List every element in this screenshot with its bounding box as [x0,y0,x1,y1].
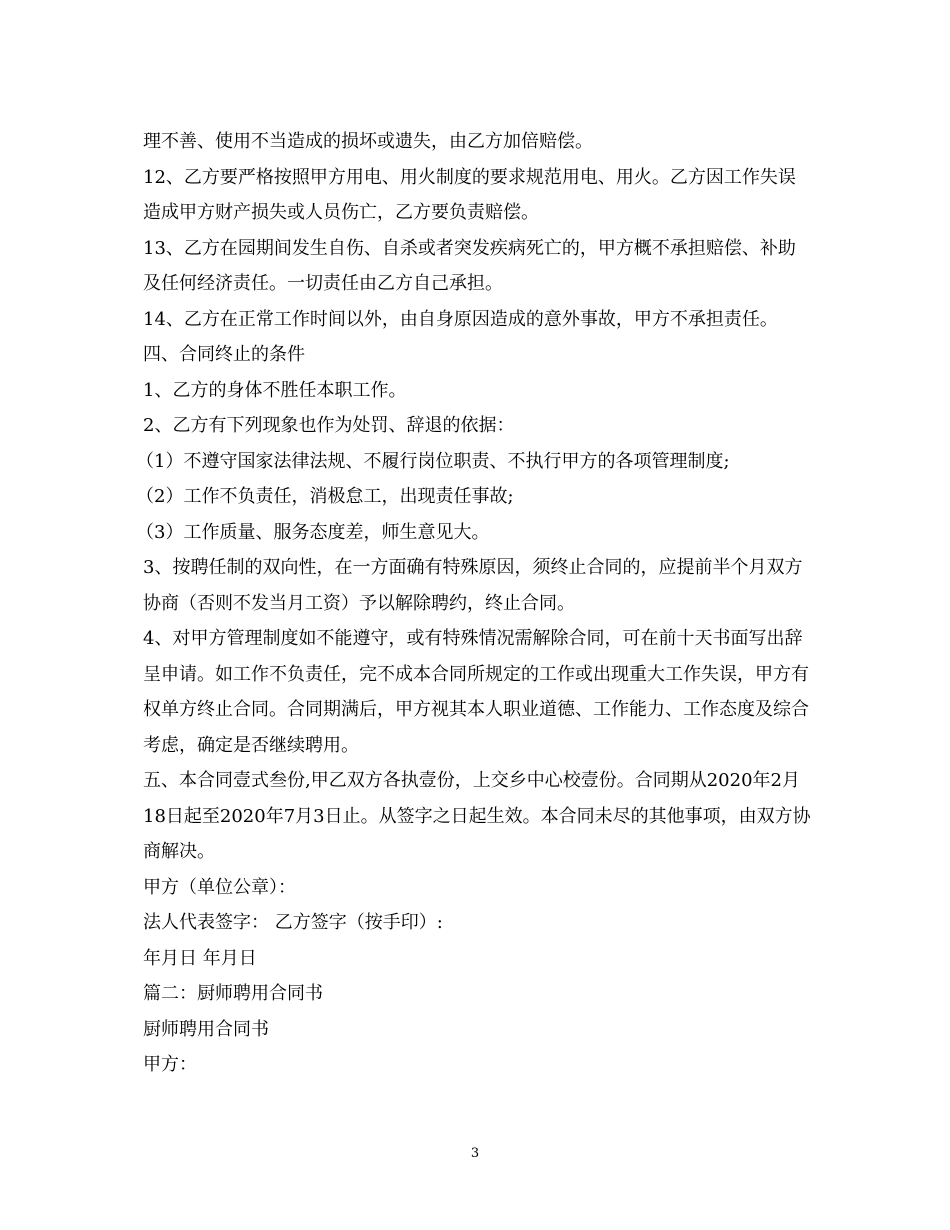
termination-subitem-2: （2）工作不负责任，消极怠工，出现责任事故; [136,486,514,507]
termination-subitem-1: （1）不遵守国家法律法规、不履行岗位职责、不执行甲方的各项管理制度; [136,450,730,472]
clause-12: 12、乙方要严格按照甲方用电、用火制度的要求规范用电、用火。乙方因工作失误造成甲方财产损失或人员伤亡，乙方要负责赔偿。 [143,166,796,223]
section-five-copies: 五、本合同壹式叁份,甲乙双方各执壹份，上交乡中心校壹份。合同期从2020年2月18日起至2020年7月3日止。从签字之日起生效。本合同未尽的其他事项，由双方协商解决。 [143,770,811,862]
termination-item-2: 2、乙方有下列现象也作为处罚、辞退的依据： [143,415,515,436]
paragraph-continuation: 理不善、使用不当造成的损坏或遗失，由乙方加倍赔偿。 [143,131,593,152]
termination-item-4: 4、对甲方管理制度如不能遵守，或有特殊情况需解除合同，可在前十天书面写出辞呈申请。如工作不负责任，完不成本合同所规定的工作或出现重大工作失误，甲方有权单方终止合同。合同期满后，甲方视其本人职业道德、工作能力、工作态度及综合考虑，确定是否继续聘用。 [143,628,809,756]
termination-subitem-3: （3）工作质量、服务态度差，师生意见大。 [136,521,490,543]
clause-14: 14、乙方在正常工作时间以外，由自身原因造成的意外事故，甲方不承担责任。 [143,308,778,330]
document-body [136,124,811,1083]
date-line: 年月日 年月日 [143,947,257,969]
termination-item-3: 3、按聘任制的双向性，在一方面确有特殊原因，须终止合同的，应提前半个月双方协商（否则不发当月工资）予以解除聘约，终止合同。 [143,557,803,614]
termination-item-1: 1、乙方的身体不胜任本职工作。 [143,379,407,401]
party-a-seal-line: 甲方（单位公章）： [143,876,296,898]
party-a-label: 甲方： [143,1054,197,1075]
signature-line: 法人代表签字： 乙方签字（按手印）: [143,912,443,933]
page-number: 3 [470,1146,480,1161]
clause-13: 13、乙方在园期间发生自伤、自杀或者突发疾病死亡的，甲方概不承担赔偿、补助及任何经济责任。一切责任由乙方自己承担。 [143,237,796,294]
chapter-two-heading: 篇二：厨师聘用合同书 [143,983,323,1004]
section-heading-termination: 四、合同终止的条件 [143,344,305,365]
contract-title: 厨师聘用合同书 [143,1018,269,1040]
